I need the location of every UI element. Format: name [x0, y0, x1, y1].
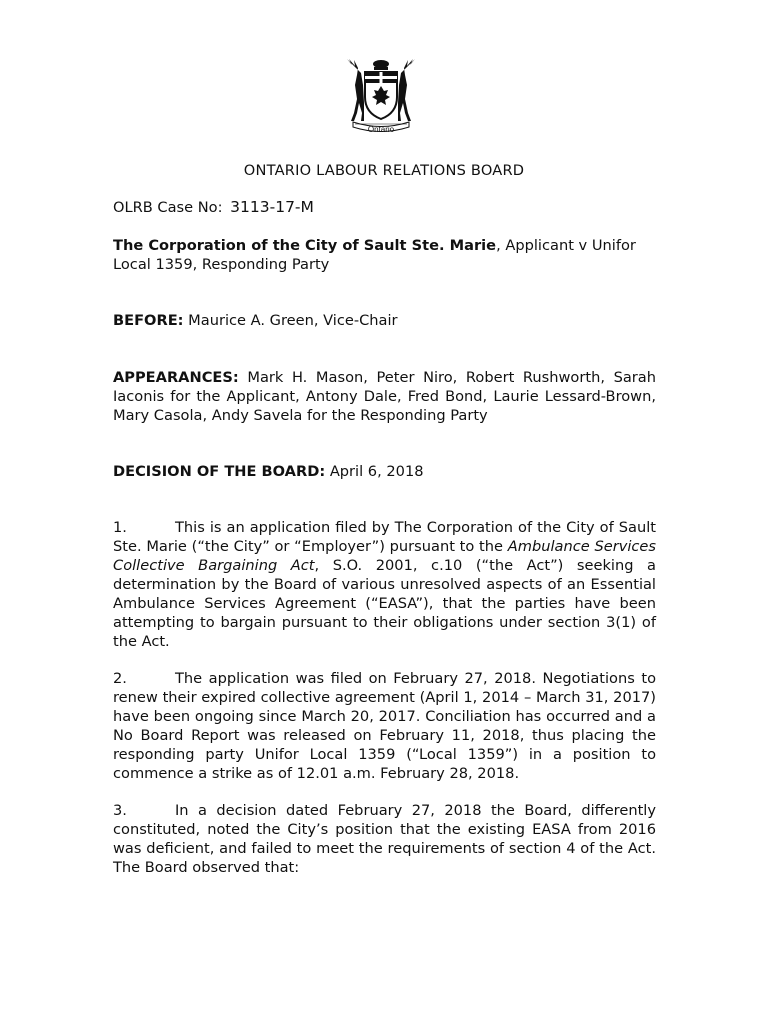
case-number-value: 3113-17-M	[230, 198, 314, 216]
appearances-value: Mark H. Mason, Peter Niro, Robert Rushworth, Sarah Iaconis for the Applicant, Antony Dale, Fred Bond, Laurie Lessard-Brown, Mary Casola, Andy Savela for the Responding Party	[113, 369, 656, 424]
before-line	[113, 311, 656, 330]
applicant-name: The Corporation of the City of Sault Ste. Marie	[113, 237, 497, 254]
paragraph-3	[113, 801, 656, 877]
crest-caption: Ontario	[367, 125, 395, 134]
decision-label: DECISION OF THE BOARD:	[113, 463, 326, 480]
case-number-label: OLRB Case No:	[113, 199, 223, 216]
paragraph-1-text-b: , S.O. 2001, c.10 (“the Act”) seeking a determination by the Board of various unresolved aspects of an Essential Ambulance Services Agreement (“EASA”), that the parties have been attempting to bargain pursuant to their obligations under section 3(1) of the Act.	[113, 557, 656, 650]
decision-date: April 6, 2018	[329, 463, 424, 480]
parties-line	[113, 236, 656, 274]
paragraph-2-number: 2.	[113, 670, 127, 687]
paragraph-1	[113, 518, 656, 651]
board-heading: ONTARIO LABOUR RELATIONS BOARD	[243, 162, 525, 179]
decision-line	[113, 462, 656, 481]
paragraph-1-number: 1.	[113, 519, 127, 536]
paragraph-1-act-title: Ambulance Services Collective Bargaining Act	[113, 538, 657, 574]
appearances-block	[113, 368, 656, 425]
case-number-line	[113, 198, 656, 217]
before-value: Maurice A. Green, Vice-Chair	[188, 312, 398, 329]
parties-rest: , Applicant v Unifor Local 1359, Responding Party	[113, 237, 636, 273]
paragraph-3-number: 3.	[113, 802, 127, 819]
paragraph-2	[113, 669, 656, 783]
paragraph-3-text: In a decision dated February 27, 2018 the Board, differently constituted, noted the City’s position that the existing EASA from 2016 was deficient, and failed to meet the requirements of section 4 of the Act. The Board observed that:	[113, 802, 656, 876]
paragraph-2-text: The application was filed on February 27, 2018. Negotiations to renew their expired collective agreement (April 1, 2014 – March 31, 2017) have been ongoing since March 20, 2017. Conciliation has occurred and a No Board Report was released on February 11, 2018, thus placing the responding party Unifor Local 1359 (“Local 1359”) in a position to commence a strike as of 12.01 a.m. February 28, 2018.	[113, 670, 656, 782]
appearances-label: APPEARANCES:	[113, 369, 239, 386]
paragraph-1-text-a: This is an application filed by The Corporation of the City of Sault Ste. Marie (“the City” or “Employer”) pursuant to the	[113, 519, 656, 555]
before-label: BEFORE:	[113, 312, 184, 329]
